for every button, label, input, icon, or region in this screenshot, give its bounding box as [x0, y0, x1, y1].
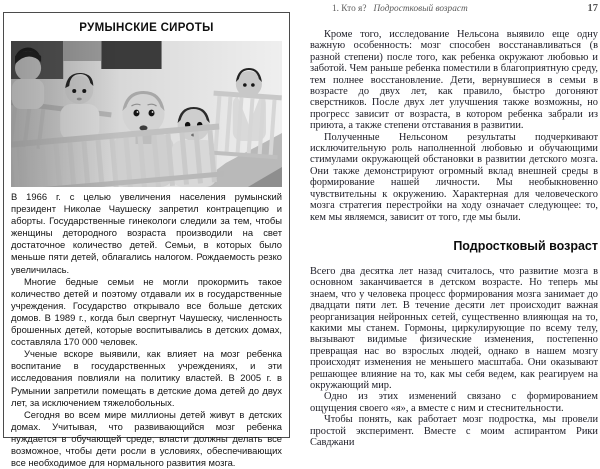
sidebar-paragraph: Ученые вскоре выявили, как влияет на мозг ребенка воспитание в государственных учреждениях, и эти исследования повлияли на политику властей. В 2005 г. в Румынии запретили помещать в детские дома детей до двух лет, за исключением тяжелобольных.	[11, 348, 282, 408]
sidebar-title: РУМЫНСКИЕ СИРОТЫ	[79, 22, 214, 34]
orphanage-photo	[11, 41, 282, 187]
main-body-section	[310, 266, 598, 449]
body-paragraph: Одно из этих изменений связано с формированием ощущения своего «я», а вместе с ним и стеснительности.	[310, 391, 598, 414]
sidebar-paragraph: Многие бедные семьи не могли прокормить такое количество детей и поэтому отдавали их в государственные учреждения. Государство открывало все больше детских домов. В 1989 г., когда был свергнут Чаушеску, численность брошенных детей, которые воспитывались в детских домах, составляла 170 000 человек.	[11, 275, 282, 348]
sidebar-paragraph: В 1966 г. с целью увеличения населения румынский президент Николае Чаушеску запретил контрацепцию и аборты. Государственные гинекологи следили за тем, чтобы женщины детородного возраста производили на свет достаточное количество детей. Семьи, в которых было меньше пяти детей, облагались налогом. Рождаемость резко увеличилась.	[11, 191, 282, 275]
running-head	[332, 4, 468, 14]
body-paragraph: Полученные Нельсоном результаты подчеркивают исключительную роль наполненной любовью и обучающими стимулами окружающей обстановки в развитии детского мозга. Они также демонстрируют огромный вклад внешней среды в формирование нашей личности. Мы необыкновенно чувствительны к окружению. Характерная для человеческого мозга стратегия перестройки на ходу означает следующее: то, кем мы являемся, зависит от того, где мы были.	[310, 131, 598, 223]
running-head-chapter: 1. Кто я?	[332, 4, 367, 14]
orphanage-photo-illustration	[11, 41, 282, 187]
body-paragraph: Кроме того, исследование Нельсона выявило еще одну важную особенность: мозг способен восстанавливаться (в разной степени) после того, как ребенка окружают любовью и заботой. Чем раньше ребенка поместили в благоприятную среду, тем полнее восстановление. Дети, вернувшиеся в семьи в возрасте до двух лет, как правило, быстро догоняют сверстников. После двух лет улучшения также возможны, но прогресс зависит от возраста, в котором ребенка забрали из приюта, а также степени отставания в развитии.	[310, 29, 598, 132]
page-number: 17	[587, 3, 598, 14]
main-body-top	[310, 29, 598, 223]
main-text-column	[310, 0, 598, 449]
body-paragraph: Чтобы понять, как работает мозг подростка, мы провели простой эксперимент. Вместе с моим аспирантом Рики Савджани	[310, 414, 598, 449]
body-paragraph: Всего два десятка лет назад считалось, что развитие мозга в основном заканчивается в детском возрасте. Но теперь мы знаем, что у человека процесс формирования мозга занимает до двадцати пяти лет. В течение десяти лет происходит важная реорганизация нейронных сетей, существенно влияющая на то, какими мы станем. Гормоны, циркулирующие по всему телу, вызывают видимые физические изменения, постепенно превращая нас во взрослых людей, однако в нашем мозгу происходят изменения не меньшего масштаба. Они оказывают решающее влияние на то, как мы себя ведем, как реагируем на окружающий мир.	[310, 266, 598, 392]
sidebar-paragraph: Сегодня во всем мире миллионы детей живут в детских домах. Учитывая, что развивающийся мозг ребенка нуждается в обучающей среде, власти должны делать все возможное, чтобы дети росли в условиях, обеспечивающих все необходимое для нормального развития мозга.	[11, 408, 282, 469]
sidebar-body	[11, 191, 282, 469]
running-head-section: Подростковый возраст	[373, 4, 468, 14]
sidebar-box-romanian-orphans	[3, 12, 290, 469]
section-heading: Подростковый возраст	[453, 239, 598, 253]
